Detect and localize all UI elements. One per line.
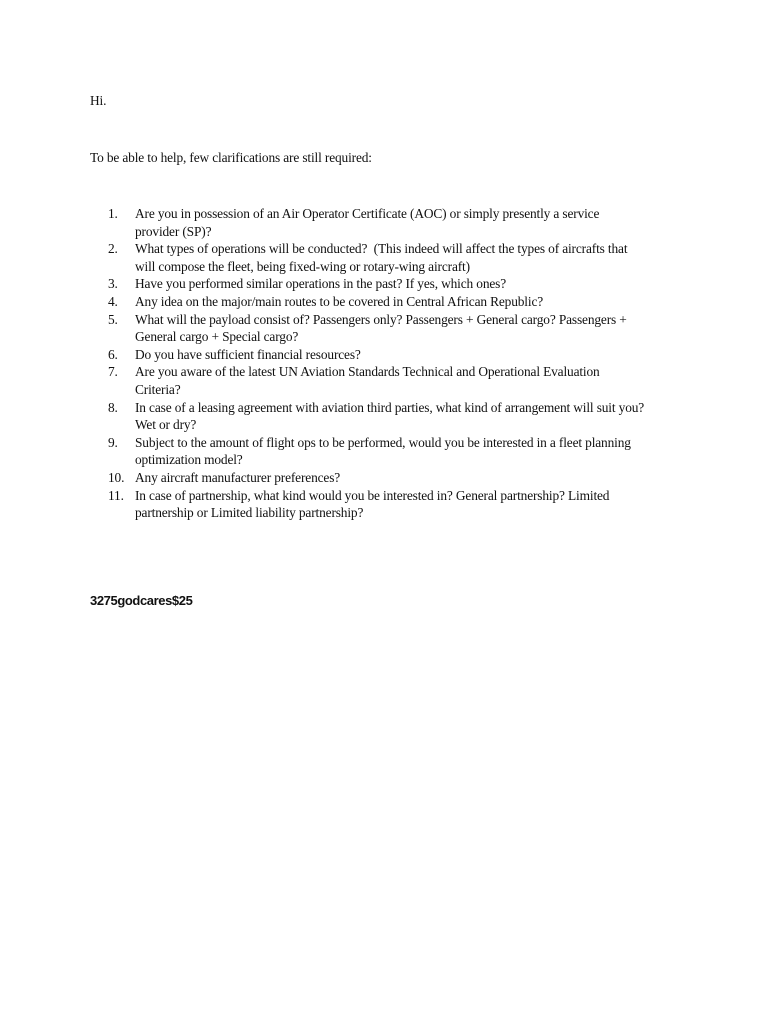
question-text-line: will compose the fleet, being fixed-wing or rotary-wing aircraft)	[135, 258, 470, 274]
question-item	[108, 293, 668, 311]
question-item	[108, 205, 668, 240]
question-item	[108, 399, 668, 434]
question-number: 8.	[108, 399, 118, 415]
question-text-line: Are you aware of the latest UN Aviation Standards Technical and Operational Evaluation	[135, 364, 600, 380]
question-text-line: Are you in possession of an Air Operator Certificate (AOC) or simply presently a service	[135, 206, 600, 221]
question-text-line: What will the payload consist of? Passengers only? Passengers + General cargo? Passengers +	[135, 311, 627, 327]
question-number: 3.	[108, 276, 118, 292]
question-text	[135, 275, 668, 293]
question-number: 9.	[108, 434, 118, 450]
question-text-line: Any idea on the major/main routes to be covered in Central African Republic?	[135, 293, 544, 309]
question-item	[108, 487, 668, 522]
code-line-text: 3275godcares$25	[90, 593, 193, 608]
question-text-line: Have you performed similar operations in the past? If yes, which ones?	[135, 276, 507, 292]
question-number: 10.	[108, 469, 125, 485]
question-number: 6.	[108, 346, 118, 362]
question-text-line: In case of partnership, what kind would you be interested in? General partnership? Limited	[135, 487, 610, 503]
question-text-line: Do you have sufficient financial resources?	[135, 346, 361, 362]
question-list	[108, 205, 668, 522]
question-text	[135, 487, 668, 522]
question-item	[108, 434, 668, 469]
question-text-line: General cargo + Special cargo?	[135, 329, 299, 345]
question-text	[135, 346, 668, 364]
question-item	[108, 469, 668, 487]
question-number: 7.	[108, 364, 118, 380]
question-text-line: Criteria?	[135, 381, 181, 397]
question-text-line: Any aircraft manufacturer preferences?	[135, 469, 341, 485]
question-text	[135, 240, 668, 275]
question-item	[108, 346, 668, 364]
question-text	[135, 469, 668, 487]
intro-text: To be able to help, few clarifications are still required:	[90, 150, 372, 165]
question-text-line: What types of operations will be conducted? (This indeed will affect the types of aircrafts that	[135, 241, 628, 257]
question-text	[135, 311, 668, 346]
question-item	[108, 240, 668, 275]
question-text	[135, 399, 668, 434]
question-text	[135, 434, 668, 469]
question-text-line: optimization model?	[135, 452, 243, 468]
question-number: 1.	[108, 206, 118, 221]
question-text-line: In case of a leasing agreement with aviation third parties, what kind of arrangement will suit you?	[135, 399, 645, 415]
question-text-line: Subject to the amount of flight ops to be performed, would you be interested in a fleet planning	[135, 434, 631, 450]
question-text	[135, 363, 668, 398]
question-number: 5.	[108, 311, 118, 327]
question-number: 11.	[108, 487, 124, 503]
question-text	[135, 293, 668, 311]
greeting-text: Hi.	[90, 93, 107, 108]
question-item	[108, 363, 668, 398]
question-text-line: partnership or Limited liability partnership?	[135, 505, 364, 521]
question-text	[135, 205, 668, 240]
question-number: 4.	[108, 293, 118, 309]
question-number: 2.	[108, 241, 118, 257]
question-item	[108, 311, 668, 346]
question-text-line: Wet or dry?	[135, 417, 197, 433]
question-text-line: provider (SP)?	[135, 223, 212, 239]
question-item	[108, 275, 668, 293]
